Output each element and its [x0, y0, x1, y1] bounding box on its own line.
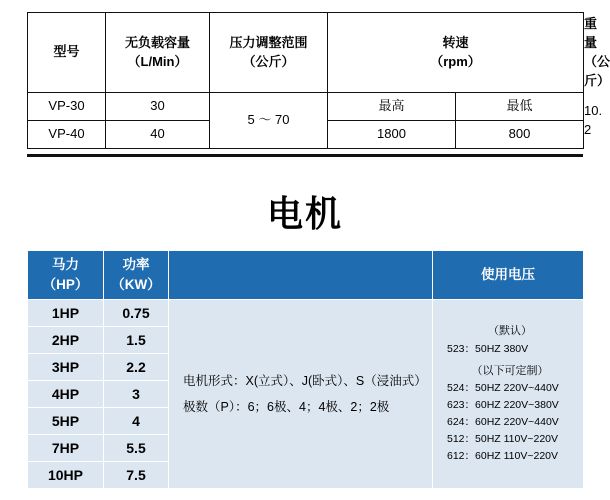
spec-cell-capacity-vp40: 40: [106, 121, 210, 149]
motor-table: [27, 250, 584, 489]
motor-header-row: [28, 251, 584, 300]
motor-cell-hp: 1HP: [28, 300, 104, 327]
spec-header-speed: 转速 （rpm）: [328, 13, 584, 93]
spec-cell-pressure-range: 5 ～ 70: [210, 93, 328, 149]
spec-header-row: 型号 无负载容量 （L/Min） 压力调整范围 （公斤） 转速 （rpm） 重量 （公斤）: [28, 13, 584, 93]
spec-table-container: [27, 12, 610, 149]
spec-cell-speed-max-label: 最高: [328, 93, 456, 121]
spec-table: [27, 12, 610, 149]
table-row: VP-30 30 5 ～ 70 最高 最低 10. 2: [28, 93, 584, 121]
motor-header-kw: 功率 （KW）: [104, 251, 169, 300]
motor-cell-hp: 3HP: [28, 354, 104, 381]
spec-cell-speed-low: 800: [456, 121, 584, 149]
spec-header-capacity: 无负载容量 （L/Min）: [106, 13, 210, 93]
spec-cell-speed-min-label: 最低: [456, 93, 584, 121]
spec-cell-model-vp40: VP-40: [28, 121, 106, 149]
voltage-options: [433, 300, 584, 489]
motor-cell-hp: 5HP: [28, 408, 104, 435]
spec-cell-speed-high: 1800: [328, 121, 456, 149]
voltage-item: 612：60HZ 110V~220V: [447, 450, 559, 463]
voltage-item: 524：50HZ 220V~440V: [447, 382, 559, 395]
voltage-item: 623：60HZ 220V~380V: [447, 399, 559, 412]
motor-cell-kw: 1.5: [104, 327, 169, 354]
voltage-custom-title: （以下可定制）: [471, 364, 549, 377]
spec-header-pressure: 压力调整范围 （公斤）: [210, 13, 328, 93]
motor-description-line2: 极数（P）：6；6极、4；4极、2；2极: [183, 400, 390, 414]
voltage-item: 512：50HZ 110V~220V: [447, 433, 559, 446]
spec-cell-model-vp30: VP-30: [28, 93, 106, 121]
motor-cell-kw: 2.2: [104, 354, 169, 381]
motor-header-desc: [169, 251, 433, 300]
motor-header-hp: 马力 （HP）: [28, 251, 104, 300]
motor-header-voltage: 使用电压: [433, 251, 584, 300]
motor-cell-hp: 2HP: [28, 327, 104, 354]
motor-description: [169, 300, 433, 489]
voltage-item: 624：60HZ 220V~440V: [447, 416, 559, 429]
page-title: 电机: [266, 193, 343, 234]
motor-table-container: [27, 250, 583, 489]
motor-cell-kw: 7.5: [104, 462, 169, 489]
motor-cell-kw: 0.75: [104, 300, 169, 327]
voltage-default-title: （默认）: [488, 324, 532, 337]
spec-cell-capacity-vp30: 30: [106, 93, 210, 121]
motor-cell-hp: 7HP: [28, 435, 104, 462]
section-divider: [27, 154, 583, 157]
table-row: [28, 300, 584, 327]
voltage-default-item: 523：50HZ 380V: [447, 342, 529, 355]
motor-cell-hp: 4HP: [28, 381, 104, 408]
motor-cell-kw: 3: [104, 381, 169, 408]
spec-header-model: 型号: [28, 13, 106, 93]
motor-cell-kw: 4: [104, 408, 169, 435]
motor-description-line1: 电机形式：X(立式）、J(卧式）、S（浸油式）: [183, 373, 427, 388]
motor-cell-kw: 5.5: [104, 435, 169, 462]
motor-cell-hp: 10HP: [28, 462, 104, 489]
